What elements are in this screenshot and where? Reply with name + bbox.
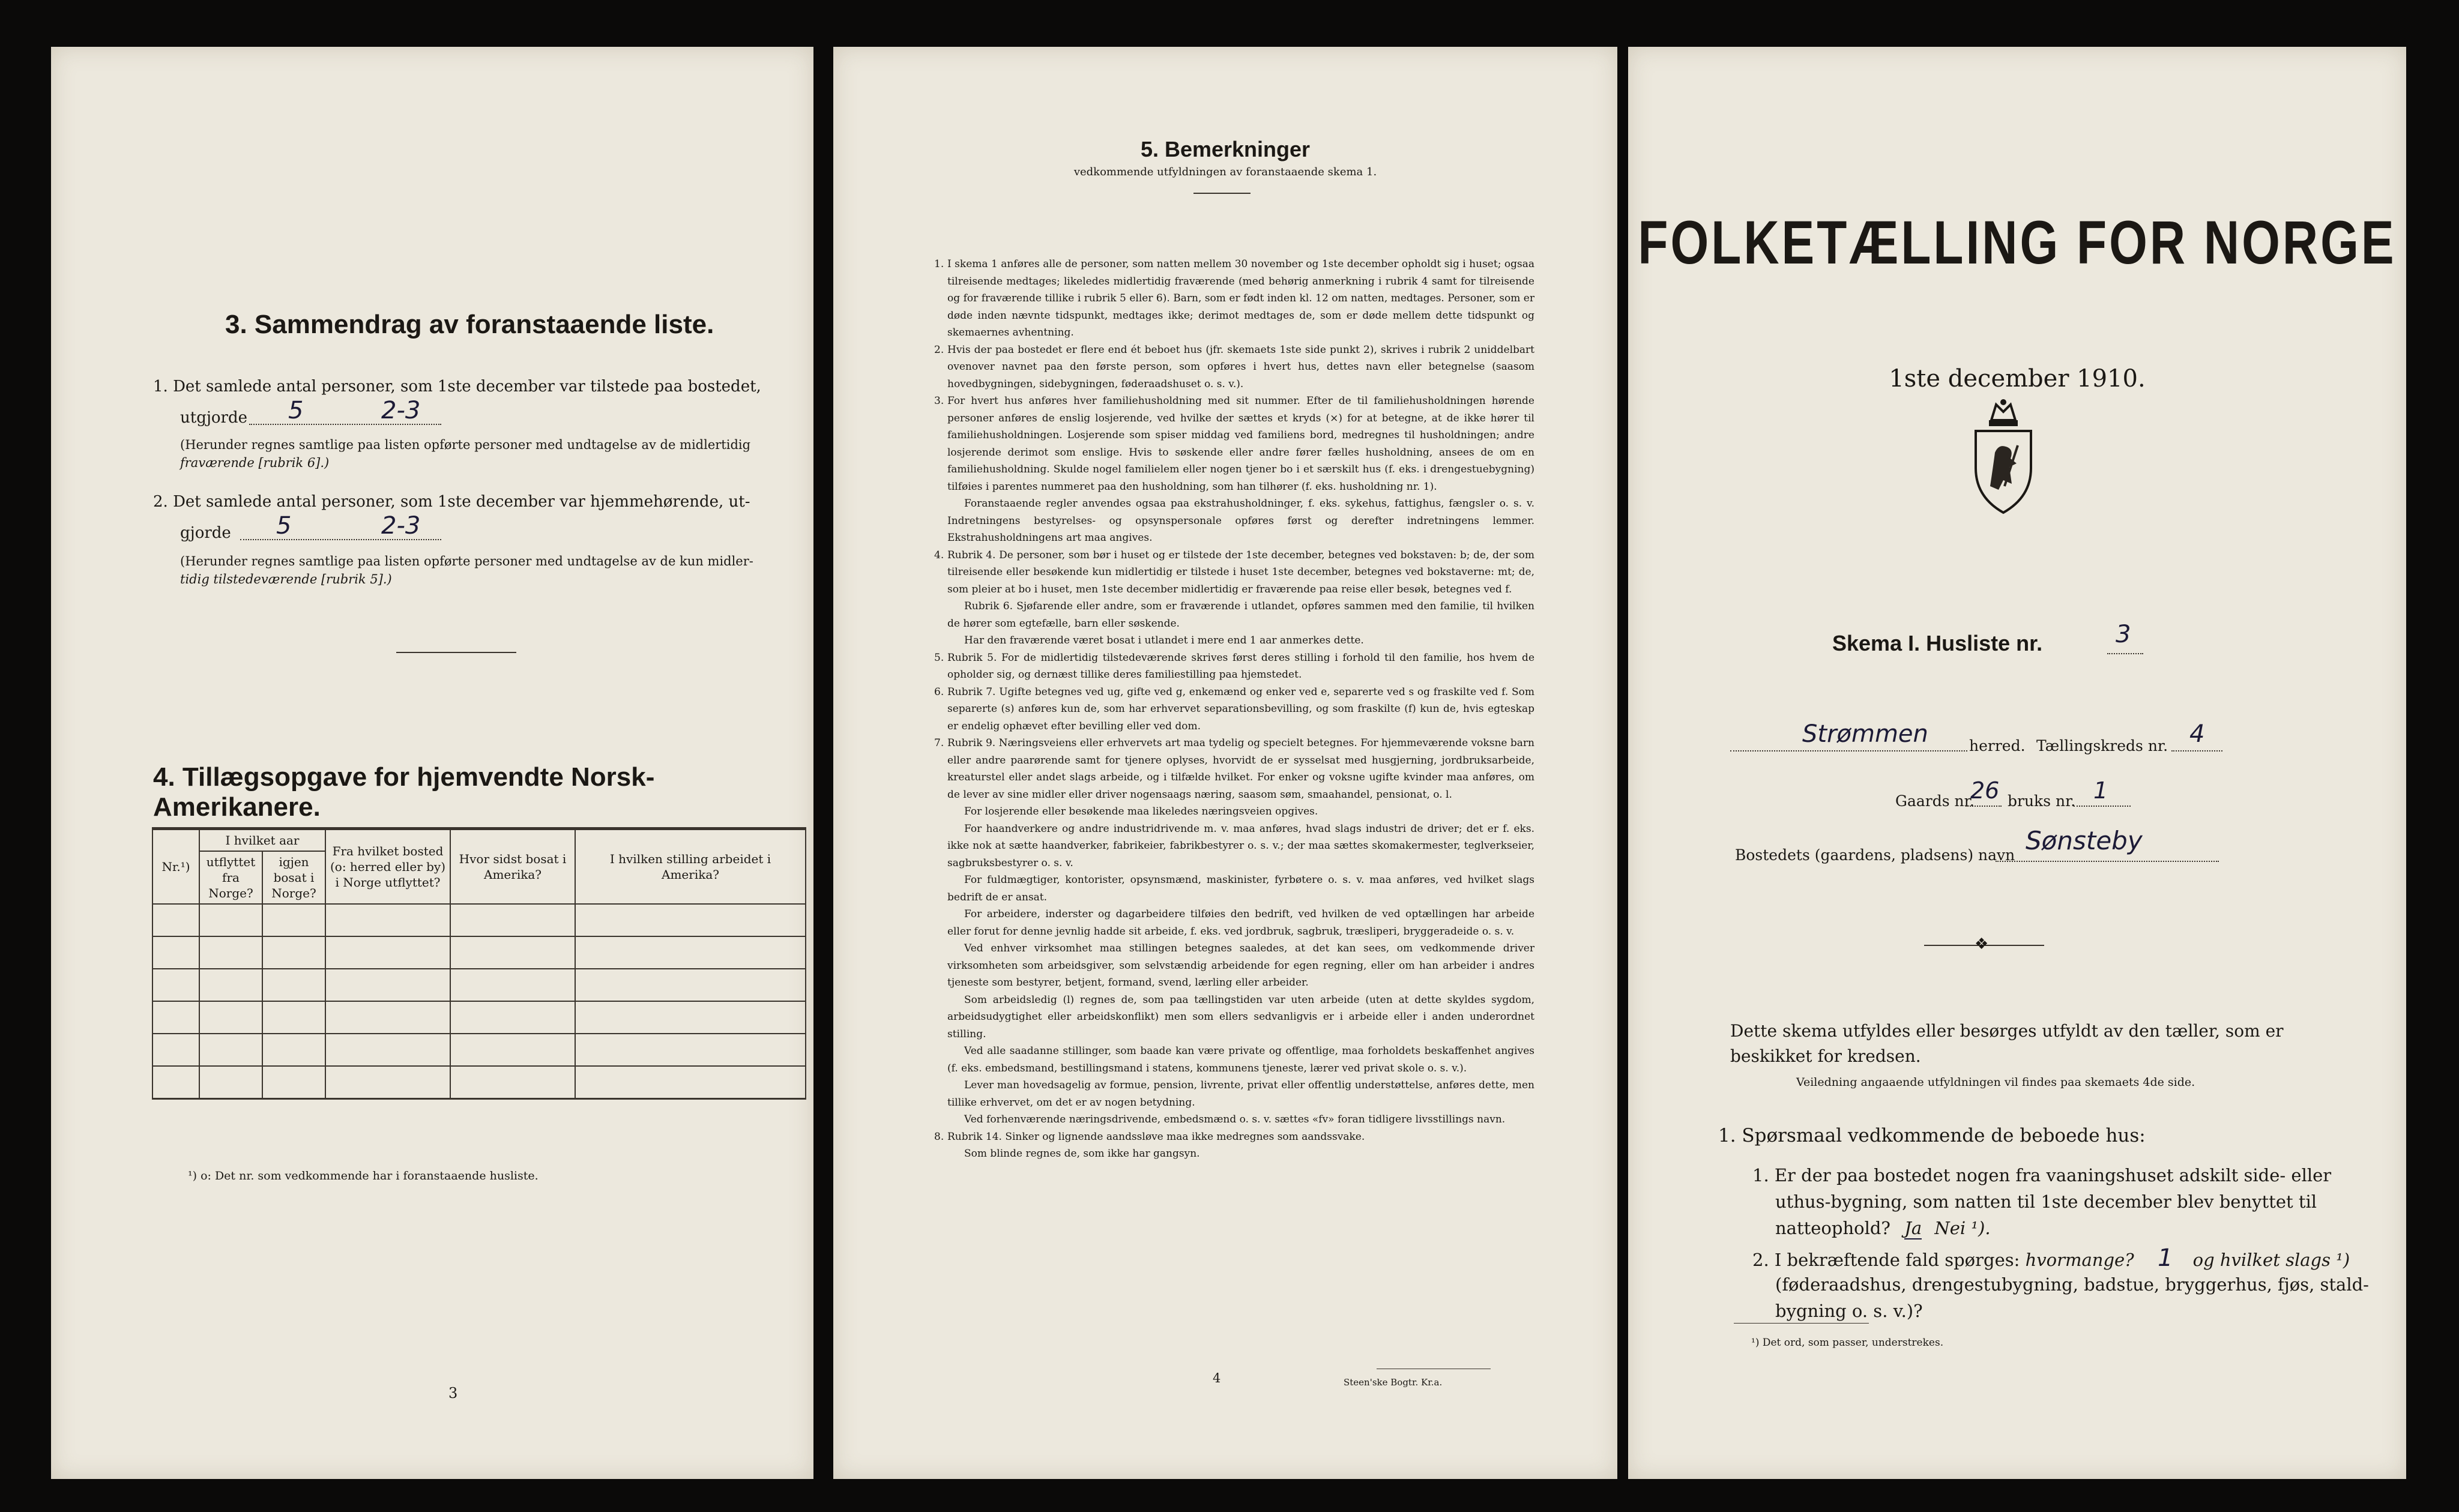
- remark-item: [934, 940, 1534, 992]
- coat-of-arms-icon: [1967, 396, 2039, 516]
- info-line1: Dette skema utfyldes eller besørges utfyldt av den tæller, som er: [1730, 1021, 2284, 1041]
- document-title: FOLKETÆLLING FOR NORGE: [1638, 208, 2397, 277]
- question1-line3: [1775, 1215, 1991, 1241]
- table-footnote: ¹) o: Det nr. som vedkommende har i foranstaaende husliste.: [188, 1169, 539, 1182]
- remark-item: [934, 1128, 1534, 1146]
- remark-text: Foranstaaende regler anvendes ogsaa paa ekstrahusholdninger, f. eks. sykehus, fattighus, fængsler o. s. v. Indretningens bestyrelses- og opsynspersonale opføres først og derefter indretningens lemmer. Ekstrahusholdningens art maa angives.: [947, 498, 1534, 544]
- remark-number: 3.: [934, 395, 944, 407]
- divider: [396, 652, 516, 653]
- summary-heading: 3. Sammendrag av foranstaaende liste.: [225, 310, 714, 339]
- page-number: 3: [448, 1385, 458, 1402]
- divider: [1734, 1323, 1869, 1324]
- question2-answer: 1: [2157, 1244, 2173, 1272]
- remark-item: [934, 393, 1534, 495]
- col-nr: Nr.¹): [152, 829, 199, 905]
- col-year-group: I hvilket aar: [199, 829, 325, 852]
- col-emigrated: utflyttet fra Norge?: [199, 851, 262, 904]
- remark-text: Ved enhver virksomhet maa stillingen betegnes saaledes, at det kan sees, om vedkommende driver virksomheten som arbeidsgiver, som selvstændig arbeidende for egen regning, eller om han arbeider i andres tjeneste som bestyrer, betjent, formand, svend, lærling eller arbeider.: [947, 942, 1534, 989]
- q1-note-line1: (Herunder regnes samtlige paa listen opførte personer med undtagelse av de midlertidig: [180, 438, 751, 452]
- remark-item: [934, 495, 1534, 547]
- remark-item: [934, 821, 1534, 872]
- question2-line3: bygning o. s. v.)?: [1775, 1301, 1923, 1321]
- remark-number: 6.: [934, 685, 944, 698]
- question2-hvormange: hvormange?: [2025, 1250, 2134, 1270]
- remark-item: [934, 803, 1534, 821]
- remark-item: [934, 684, 1534, 735]
- question2-text: 2. I bekræftende fald spørges:: [1752, 1250, 2020, 1270]
- remark-text: Hvis der paa bostedet er flere end ét beboet hus (jfr. skemaets 1ste side punkt 2), skrives i rubrik 2 uniddelbart ovenover navnet paa den første person, som opføres i hvert hus, dettes navn eller betegnelse (saasom hovedbygningen, sidebygningen, føderaadshuset o. s. v.).: [947, 343, 1534, 390]
- remark-item: [934, 649, 1534, 684]
- remark-text: Som arbeidsledig (l) regnes de, som paa tællingstiden var uten arbeide (uten at dette skyldes sygdom, arbeidsudygtighet eller arbeidskonflikt) men som ellers sedvanligvis er i arbeide eller i anden underordnet stilling.: [947, 993, 1534, 1040]
- answer-ja: Ja: [1904, 1218, 1922, 1238]
- q2-note-line2: tidig tilstedeværende [rubrik 5].): [180, 572, 392, 586]
- remark-text: Rubrik 5. For de midlertidig tilstedeværende skrives først deres stilling i forhold til den familie, hos hvem de opholder sig, og dernæst tillike deres familiestilling paa hjemstedet.: [947, 651, 1534, 681]
- question1-line2: uthus-bygning, som natten til 1ste december blev benyttet til: [1775, 1191, 2317, 1212]
- remarks-list: [934, 256, 1534, 1163]
- footnote: ¹) Det ord, som passer, understrekes.: [1751, 1337, 1944, 1349]
- remark-number: 8.: [934, 1130, 944, 1143]
- remark-text: Rubrik 9. Næringsveiens eller erhvervets art maa tydelig og specielt betegnes. For hjemmeværende voksne barn eller andre paarørende samt for tjenere oplyses, hvorvidt de er sysselsat med husgjerning, jordbruksarbeide, kreaturstel eller andet slags arbeide, og i tilfælde hvilket. For enker og voksne ugifte kvinder maa anføres, om de lever av sine midler eller driver nogensaags næring, saasom søm, smaahandel, pensionat, o. l.: [947, 737, 1534, 801]
- krets-label: Tællingskreds nr.: [2036, 737, 2168, 754]
- remark-text: Rubrik 6. Sjøfarende eller andre, som er fraværende i utlandet, opføres sammen med den familie, til hvilken de hører som egtefælle, barn eller søskende.: [947, 600, 1534, 630]
- answer-nei: Nei ¹).: [1934, 1218, 1991, 1238]
- info-line3: Veiledning angaaende utfyldningen vil findes paa skemaets 4de side.: [1796, 1076, 2195, 1089]
- remark-text: Som blinde regnes de, som ikke har gangsyn.: [964, 1148, 1200, 1160]
- question1-text: natteophold?: [1775, 1218, 1890, 1238]
- schema-number: 3: [2116, 621, 2131, 648]
- q2-note-line1: (Herunder regnes samtlige paa listen opførte personer med undtagelse av de kun midler-: [180, 554, 753, 568]
- bruks-label: bruks nr.: [2008, 792, 2076, 810]
- question1-line1: 1. Er der paa bostedet nogen fra vaaningshuset adskilt side- eller: [1752, 1165, 2332, 1185]
- page-middle: [833, 47, 1617, 1479]
- q2-text: 2. Det samlede antal personer, som 1ste december var hjemmehørende, ut-: [153, 493, 750, 511]
- herred-dotted-line: [1730, 750, 1967, 751]
- returned-emigrants-table: [152, 827, 806, 1100]
- table-row: [152, 1001, 806, 1034]
- herred-label: herred.: [1969, 737, 2026, 754]
- gaards-value: 26: [1970, 777, 2000, 804]
- remark-number: 1.: [934, 258, 944, 270]
- remark-item: [934, 598, 1534, 632]
- remark-item: [934, 872, 1534, 906]
- q2-label: gjorde: [180, 524, 231, 542]
- questions-heading: 1. Spørsmaal vedkommende de beboede hus:: [1718, 1125, 2146, 1146]
- table-row: [152, 904, 806, 936]
- remark-item: [934, 342, 1534, 393]
- gaards-label: Gaards nr.: [1895, 792, 1975, 810]
- col-returned: igjen bosat i Norge?: [262, 851, 325, 904]
- remark-item: [934, 906, 1534, 940]
- gaards-dotted-line: [1966, 806, 2002, 807]
- remarks-heading: 5. Bemerkninger: [1140, 137, 1311, 161]
- page-number: 4: [1213, 1371, 1221, 1385]
- remark-number: 5.: [934, 651, 944, 664]
- col-from-place: Fra hvilket bosted (o: herred eller by) i Norge utflyttet?: [325, 829, 450, 905]
- table-row: [152, 969, 806, 1001]
- remark-text: For losjerende eller besøkende maa likeledes næringsveien opgives.: [964, 806, 1318, 818]
- page-left: [51, 47, 813, 1479]
- bruks-value: 1: [2093, 777, 2108, 804]
- table-row: [152, 936, 806, 969]
- question2-line2: (føderaadshus, drengestubygning, badstue, bryggerhus, fjøs, stald-: [1775, 1274, 2369, 1295]
- remark-item: [934, 1077, 1534, 1111]
- q1-answer-b: 2-3: [381, 397, 421, 424]
- remark-text: For arbeidere, inderster og dagarbeidere tilføies den bedrift, ved hvilken de ved optællingen har arbeide eller forut for denne jevnlig hadde sit arbeide, f. eks. ved jordbruk, sagbruk, træsliperi, bryggeradeide o. s. v.: [947, 908, 1534, 938]
- schema-dotted-line: [2107, 653, 2143, 654]
- table-row: [152, 1034, 806, 1066]
- remark-text: For hvert hus anføres hver familiehusholdning med sit nummer. Efter de til familiehusholdningen hørende personer anføres de enslig losjerende, ved hvilke der sættes et kryds (×) for at betegne, at de ikke hører til familiehusholdningen. Losjerende som spiser middag ved familiens bord, medregnes til husholdningen; andre losjerende derimot som enslige. Hvis to søskende eller andre fører fælles husholdning, ansees de om en familiehusholdning. Skulde nogel familielem eller nogen tjener bo i et særskilt hus (f. eks. i drengestuebygning) tilføies i parentes nummeret paa den husholdning, som han tilhører (f. eks. husholdning nr. 1).: [947, 395, 1534, 493]
- remark-item: [934, 1145, 1534, 1163]
- q2-answer-b: 2-3: [381, 512, 421, 540]
- table-row: [152, 1066, 806, 1098]
- remark-text: I skema 1 anføres alle de personer, som natten mellem 30 november og 1ste december opholdt sig i huset; ogsaa tilreisende medtages; likeledes midlertidig fraværende (med behørig anmerkning i rubrik 4 samt for tilreisende og for fraværende tillike i rubrik 5 eller 6). Barn, som er født inden kl. 12 om natten, medtages. Personer, som er døde inden nævnte tidspunkt, medtages ikke; derimot medtages de, som er døde mellem dette tidspunkt og skemaernes avhentning.: [947, 258, 1534, 339]
- remark-item: [934, 1111, 1534, 1128]
- q2-answer-a: 5: [276, 512, 292, 540]
- col-position: I hvilken stilling arbeidet i Amerika?: [575, 829, 806, 905]
- remark-text: Lever man hovedsagelig av formue, pension, livrente, privat eller offentlig understøttelse, anføres dette, men tillike erhvervet, om det er av nogen betydning.: [947, 1079, 1534, 1109]
- remark-text: Rubrik 7. Ugifte betegnes ved ug, gifte ved g, enkemænd og enker ved e, separerte ved s og fraskilte ved f. Som separerte (s) anføres kun de, som har erhvervet separationsbevilling, og som fraskilte (f) kun de, hvis egteskap er endelig ophævet efter bevilling eller ved dom.: [947, 685, 1534, 732]
- remark-text: Rubrik 14. Sinker og lignende aandssløve maa ikke medregnes som aandssvake.: [947, 1130, 1365, 1143]
- remark-item: [934, 547, 1534, 598]
- krets-dotted-line: [2171, 750, 2222, 751]
- remark-text: For fuldmægtiger, kontorister, opsynsmænd, maskinister, fyrbøtere o. s. v. maa anføres, ved hvilket slags bedrift de er ansat.: [947, 874, 1534, 903]
- info-line2: beskikket for kredsen.: [1730, 1046, 1921, 1066]
- q1-answer-a: 5: [288, 397, 304, 424]
- printer-mark: Steen'ske Bogtr. Kr.a.: [1344, 1377, 1443, 1388]
- bosted-label: Bostedets (gaardens, pladsens) navn: [1735, 846, 2015, 864]
- bruks-dotted-line: [2074, 806, 2131, 807]
- census-date: 1ste december 1910.: [1889, 365, 2146, 393]
- remark-number: 4.: [934, 549, 944, 561]
- herred-value: Strømmen: [1802, 720, 1928, 748]
- schema-label: Skema I. Husliste nr.: [1832, 631, 2043, 655]
- q1-note-line2: fraværende [rubrik 6].): [180, 456, 330, 470]
- remark-text: For haandverkere og andre industridrivende m. v. maa anføres, hvad slags industri de driver; det er f. eks. ikke nok at sætte haandverker, fabrikeier, fabrikbestyrer o. s. v.; der maa sættes skomakermester, teglverkseier, sagbruksbestyrer o. s. v.: [947, 822, 1534, 869]
- bosted-value: Sønsteby: [2026, 826, 2143, 855]
- remark-number: 7.: [934, 737, 944, 749]
- remark-text: Ved forhenværende næringsdrivende, embedsmænd o. s. v. sættes «fv» foran tidligere livsstillings navn.: [964, 1113, 1506, 1125]
- remark-item: [934, 256, 1534, 342]
- ornament-icon: ❖: [1975, 935, 1989, 953]
- divider: [1193, 193, 1251, 194]
- remark-number: 2.: [934, 343, 944, 356]
- col-last-america: Hvor sidst bosat i Amerika?: [450, 829, 575, 905]
- remark-text: Ved alle saadanne stillinger, som baade kan være private og offentlige, maa forholdets beskaffenhet angives (f. eks. embedsmand, bestillingsmand i statens, kommunens tjeneste, lærer ved privat skole o. s. v.).: [947, 1045, 1534, 1074]
- q1-label: utgjorde: [180, 409, 248, 427]
- bosted-dotted-line: [1996, 861, 2219, 862]
- remark-item: [934, 735, 1534, 803]
- remark-item: [934, 632, 1534, 649]
- remark-text: Har den fraværende været bosat i utlandet i mere end 1 aar anmerkes dette.: [964, 634, 1364, 646]
- supplement-heading: 4. Tillægsopgave for hjemvendte Norsk-Amerikanere.: [153, 762, 655, 822]
- remark-text: Rubrik 4. De personer, som bør i huset og er tilstede der 1ste december, betegnes ved bokstaven: b; de, der som tilreisende eller besøkende kun midlertidig er tilstede i huset 1ste december, betegnes ved bokstaverne: mt; de, som pleier at bo i huset, men 1ste december midlertidig er fraværende paa reise eller besøk, betegnes ved f.: [947, 549, 1534, 595]
- question2-slags: og hvilket slags ¹): [2192, 1250, 2350, 1270]
- remark-item: [934, 1043, 1534, 1077]
- krets-value: 4: [2189, 720, 2205, 748]
- question2-line1: [1752, 1245, 2350, 1273]
- remark-item: [934, 992, 1534, 1043]
- remarks-subtitle: vedkommende utfyldningen av foranstaaende skema 1.: [1073, 166, 1377, 178]
- page-right: [1628, 47, 2406, 1479]
- q1-text: 1. Det samlede antal personer, som 1ste december var tilstede paa bostedet,: [153, 378, 761, 396]
